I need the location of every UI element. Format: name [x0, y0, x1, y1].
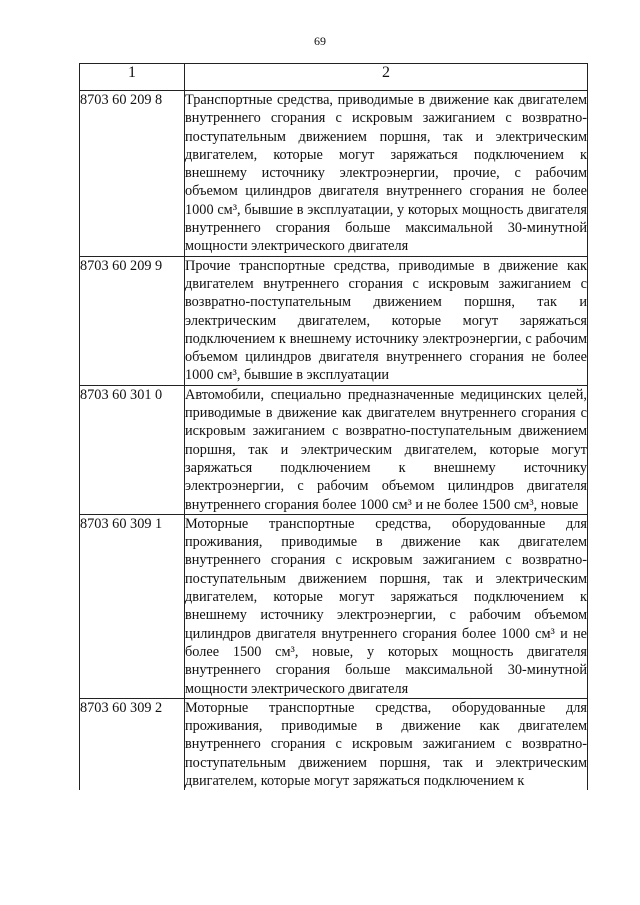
column-header-code: 1 — [80, 64, 185, 91]
goods-description: Автомобили, специально предназначенные медицинских целей, приводимые в движение как двигателем внутреннего сгорания с искровым зажиганием с возвратно-поступательным движением поршня, так и электрическим двигателем, которые могут заряжаться подключением к внешнему источнику электроэнергии, с рабочим объемом цилиндров двигателя внутреннего сгорания более 1000 см³ и не более 1500 см³, новые — [185, 386, 587, 513]
goods-description: Транспортные средства, приводимые в движение как двигателем внутреннего сгорания с искровым зажиганием с возвратно-поступательным движением поршня, так и электрическим двигателем, которые могут заряжаться подключением к внешнему источнику электроэнергии, прочие, с рабочим объемом цилиндров двигателя внутреннего сгорания не более 1000 см³, бывшие в эксплуатации, у которых мощность двигателя внутреннего сгорания больше максимальной 30-минутной мощности электрического двигателя — [185, 92, 587, 255]
goods-description: Моторные транспортные средства, оборудованные для проживания, приводимые в движение как двигателем внутреннего сгорания с искровым зажиганием с возвратно-поступательным движением поршня, так и электрическим двигателем, которые могут заряжаться подключением к — [185, 699, 587, 789]
table-row — [80, 698, 588, 790]
table-row — [80, 91, 588, 257]
goods-description: Моторные транспортные средства, оборудованные для проживания, приводимые в движение как двигателем внутреннего сгорания с искровым зажиганием с возвратно-поступательным движением поршня, так и электрическим двигателем, которые могут заряжаться подключением к внешнему источнику электроэнергии, с рабочим объемом цилиндров двигателя внутреннего сгорания более 1000 см³ и не более 1500 см³, новые, у которых мощность двигателя внутреннего сгорания больше максимальной 30-минутной мощности электрического двигателя — [185, 515, 587, 697]
tariff-code: 8703 60 301 0 — [80, 385, 185, 514]
column-header-description: 2 — [185, 64, 588, 91]
header-row — [80, 64, 588, 91]
table-row — [80, 385, 588, 514]
page-number: 69 — [314, 34, 326, 48]
tariff-code: 8703 60 309 1 — [80, 514, 185, 698]
tariff-code: 8703 60 309 2 — [80, 698, 185, 790]
tariff-code: 8703 60 209 9 — [80, 256, 185, 385]
goods-description: Прочие транспортные средства, приводимые в движение как двигателем внутреннего сгорания с искровым зажиганием с возвратно-поступательным движением поршня, так и электрическим двигателем, которые могут заряжаться подключением к внешнему источнику электроэнергии, с рабочим объемом цилиндров двигателя внутреннего сгорания не более 1000 см³, бывшие в эксплуатации — [185, 257, 587, 384]
tariff-code: 8703 60 209 8 — [80, 91, 185, 257]
table-row — [80, 256, 588, 385]
tariff-table — [79, 63, 588, 790]
table-row — [80, 514, 588, 698]
